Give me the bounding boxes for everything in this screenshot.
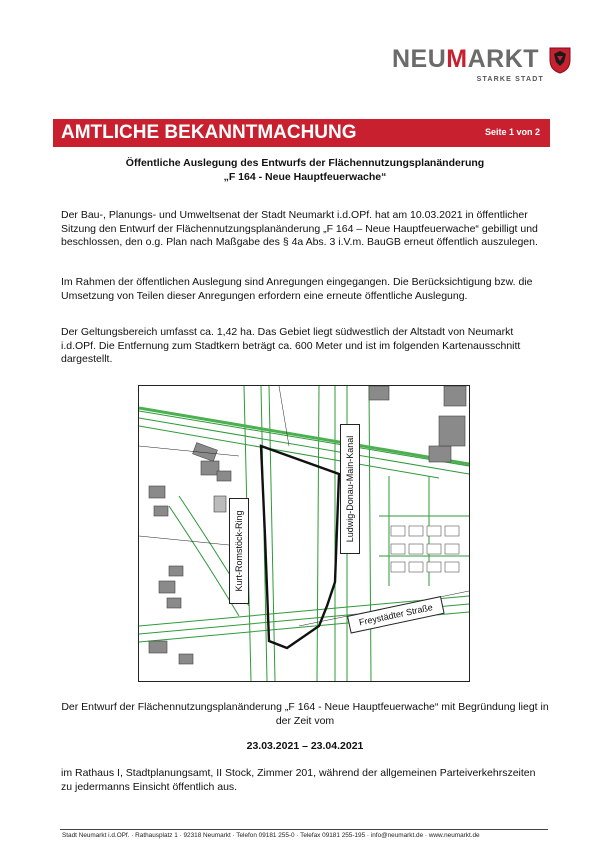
map-drawing [139,386,469,681]
paragraph-suggestions: Im Rahmen der öffentlichen Auslegung sind Anregungen eingegangen. Die Berücksichtigung bzw. die Umsetzung von Teilen dieser Anregungen erfordern eine erneute öffentliche Auslegung. [61,276,533,302]
page-title: AMTLICHE BEKANNTMACHUNG [61,122,357,143]
map-label-strasse: Freystädter Straße [358,602,434,628]
paragraph-area: Der Geltungsbereich umfasst ca. 1,42 ha. Das Gebiet liegt südwestlich der Altstadt von Neumarkt i.d.OPf. Die Entfernung zum Stadtkern beträgt ca. 600 Meter und ist im folgenden Kartenausschnitt dargestellt. [61,326,521,365]
map-label-kanal: Ludwig-Donau-Main-Kanal [345,435,355,543]
subtitle-line-1: Öffentliche Auslegung des Entwurfs der Flächennutzungsplanänderung [125,157,485,169]
subtitle-line-2: „F 164 - Neue Hauptfeuerwache“ [223,171,387,183]
logo-text-neu: NEU [392,45,447,73]
city-logo [392,44,572,92]
paragraph-resolution: Der Bau-, Planungs- und Umweltsenat der Stadt Neumarkt i.d.OPf. hat am 10.03.2021 in öffentlicher Sitzung den Entwurf der Flächennutzungsplanänderung „F 164 – Neue Hauptfeuerwache“ gebilligt und beschlossen, den o.g. Plan nach Maßgabe des § 4a Abs. 3 i.V.m. BauGB erneut öffentlich auszulegen. [61,209,538,248]
footer-contact: Stadt Neumarkt i.d.OPf. · Rathausplatz 1 · 92318 Neumarkt · Telefon 09181 255-0 · Telefax 09181 255-195 · info@neumarkt.de · www.neumarkt.de [62,832,480,839]
footer-divider [60,829,548,830]
logo-text-m: M [446,45,468,73]
display-dates: 23.03.2021 – 23.04.2021 [246,740,364,752]
coat-of-arms-icon [548,46,572,74]
closing-text-1: Der Entwurf der Flächennutzungsplanänderung „F 164 - Neue Hauptfeuerwache“ mit Begründung liegt in der Zeit vom [61,701,549,727]
page-number: Seite 1 von 2 [484,127,540,137]
closing-text-2: im Rathaus I, Stadtplanungsamt, II Stock, Zimmer 201, während der allgemeinen Parteiverkehrszeiten zu jedermanns Einsicht öffentlich aus. [61,767,536,793]
map-label-box-kanal [340,424,360,554]
logo-tagline: STARKE STADT [476,76,544,83]
title-banner [53,119,550,147]
map-excerpt [138,385,470,682]
map-label-box-ring [229,498,249,604]
logo-wordmark [392,44,539,74]
logo-text-arkt: ARKT [467,45,540,73]
map-label-ring: Kurt-Romstöck-Ring [234,510,244,592]
